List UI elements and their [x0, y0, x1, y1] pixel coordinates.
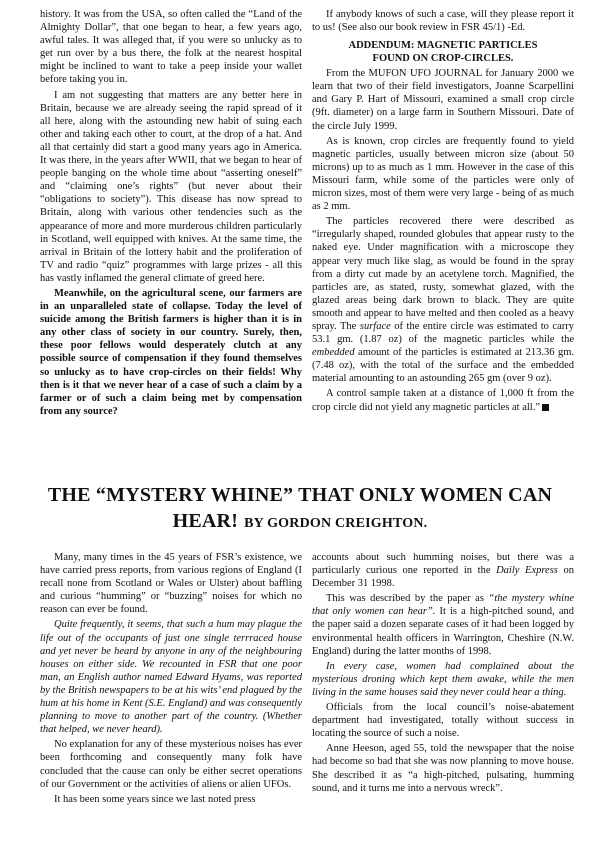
italic-word: surface	[359, 320, 391, 332]
paragraph: I am not suggesting that matters are any better here in Britain, because we are already seeing the rapid spread of it all here, along with the astounding new habit of suing each other and taking each other to court, at the drop of a hat. And all that certainly did start a good many years ago in America. It was there, in the years after WWII, that we began to hear of people banging on the whole time about “asserting oneself” and “claiming one’s rights” (but never about their “obligations to society”). This disease has now spread to Britain, along with various other tendencies such as the appearance of more and more murderous children particularly in Scotland, well equipped with knives. At the same time, the arrival in Britain of the lottery habit and the proliferation of TV and radio “quiz” programmes with large prizes - all this has vastly inflamed the general climate of greed here.	[40, 89, 302, 284]
text-run: A control sample taken at a distance of 1,000 ft from the crop circle did not yield any magnetic particles at all.”	[312, 388, 574, 413]
newspaper-name: Daily Express	[496, 565, 558, 577]
text-run: The particles recovered there were described as “irregularly shaped, rounded globules that appear rusty to the naked eye. Under magnification with a microscope they appear very much like slag, as would be found in the spray from a dirty cut made by an acetylene torch. Magnified, the particles are, as stated, rusty, somewhat glazed, with the glazed areas being dark brown to black. They are quite smooth and appear to have melted and then cooled as a heavy spray. The	[312, 216, 574, 332]
end-of-article-square-icon	[542, 404, 549, 411]
bold-paragraph: Meanwhile, on the agricultural scene, our farmers are in an unparalleled state of collapse. Today the level of suicide among the British farmers is higher than it is in any other class of society in our country. Surely, then, these poor fellows would desperately clutch at any possible source of compensation if they found themselves so unlucky as to have crop-circles on their fields! Why then is it that we never hear of a case of such a claim by a farmer or of such a claim being met by compensation from any source?	[40, 287, 302, 417]
bottom-right-column	[312, 551, 574, 797]
addendum-heading-line: FOUND ON CROP-CIRCLES.	[372, 52, 514, 64]
top-right-column	[312, 8, 574, 416]
italic-paragraph: In every case, women had complained about the mysterious droning which kept them awake, while the men living in the same houses said they never could hear a thing.	[312, 660, 574, 698]
italic-word: embedded	[312, 347, 355, 359]
paragraph: Many, many times in the 45 years of FSR’s existence, we have carried press reports, from various regions of England (I recall none from Scotland or Wales or Ulster) about baffling and curious “humming” or “buzzing” noises for which no reason can ever be found.	[40, 552, 302, 616]
byline: BY GORDON CREIGHTON.	[244, 516, 428, 531]
paragraph	[312, 387, 574, 413]
paragraph	[312, 215, 574, 385]
text-run: accounts about such humming noises, but there was a particularly curious one reported in the	[312, 552, 574, 577]
paragraph: history. It was from the USA, so often called the “Land of the Almighty Dollar”, that one began to hear, a few years ago, awful tales. It was alleged that, if you were so unlucky as to get run over by a bus there, the folk at the nearest hospital might be inclined to want to take a peep inside your wallet before taking you in.	[40, 9, 302, 86]
addendum-heading	[312, 40, 574, 65]
headline-line: THE “MYSTERY WHINE” THAT ONLY WOMEN CAN	[47, 484, 553, 506]
text-run: This was described by the paper as	[326, 593, 484, 605]
paragraph: If anybody knows of such a case, will they please report it to us! (See also our book review in FSR 45/1) -Ed.	[312, 9, 574, 34]
italic-quote: “the mystery whine that only women can hear”.	[312, 593, 575, 618]
paragraph: No explanation for any of these mysterious noises has ever been forthcoming and consequently many folk have concluded that the cause can only be either secret operations of our Government or the activities of aliens or alien UFOs.	[40, 739, 302, 790]
paragraph: From the MUFON UFO JOURNAL for January 2000 we learn that two of their field investigators, Joanne Scarpellini and Gary P. Hart of Missouri, examined a small crop circle (9ft. diameter) on a large farm in Southern Missouri. Date of the circle July 1999.	[312, 68, 574, 132]
paragraph	[312, 551, 574, 590]
top-left-column	[40, 8, 302, 420]
paragraph: Officials from the local council’s noise-abatement department had investigated, totally without success in locating the source of such a noise.	[312, 702, 574, 740]
headline-line	[20, 508, 580, 537]
paragraph: Anne Heeson, aged 55, told the newspaper that the noise had become so bad that she was now planning to move house. She described it as “a high-pitched, pulsating, humming sound, and it turns me into a nervous wreck”.	[312, 743, 574, 794]
addendum-heading-line: ADDENDUM: MAGNETIC PARTICLES	[348, 40, 538, 52]
text-run: of the entire circle was estimated to carry 53.1 gm. (1.87 oz) of the magnetic particles while the	[312, 320, 574, 346]
paragraph: As is known, crop circles are frequently found to yield magnetic particles, usually between micron size (about 50 microns) up to as much as 1 mm. However in the case of this Missouri farm, while some of the particles were only of micron sizes, most of them were very large - being of as much as 2 mm.	[312, 135, 574, 213]
text-run: It is a high-pitched sound, and the paper said a dozen separate cases of it had been logged by environmental health officers in Warrington, Cheshire (N.W. England) during the latter months of 1998.	[312, 606, 574, 657]
text-run: amount of the particles is estimated at 213.36 gm. (7.48 oz), with the total of the surface and the embedded material amounting to an astounding 265 gm (over 9 oz).	[312, 347, 574, 385]
text-run: on December 31 1998.	[312, 565, 574, 590]
headline-text: HEAR!	[172, 510, 239, 532]
italic-paragraph: Quite frequently, it seems, that such a hum may plague the life out of the occupants of just one single terrraced house and yet never be heard by anyone in any of the neighbouring houses on either side. We recounted in FSR that one poor man, an English author named Edward Hyams, was reported by the British newspapers to be at his wits’ end plagued by the hum at his home in Kent (S.E. England) and was consequently planning to move to another part of the country. (Whether that helped, we never heard).	[40, 619, 302, 736]
article-headline	[20, 482, 580, 537]
paragraph	[312, 592, 574, 657]
bottom-left-column	[40, 551, 302, 808]
paragraph: It has been some years since we last noted press	[54, 793, 256, 805]
